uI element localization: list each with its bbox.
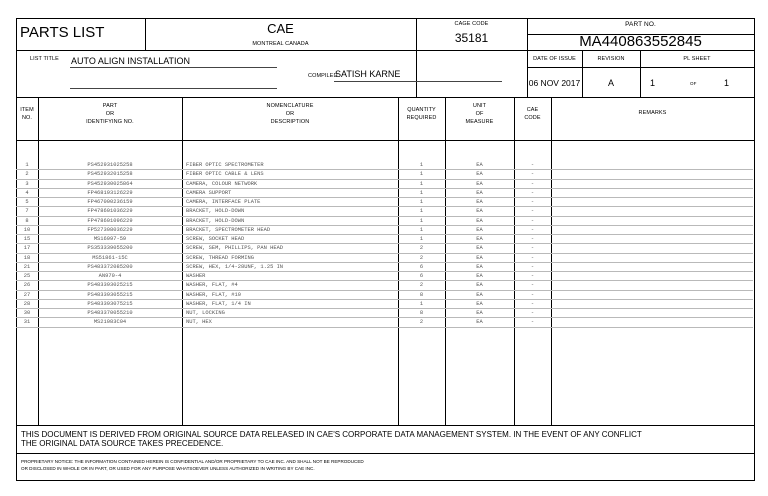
cell-description: SCREW, SOCKET HEAD <box>186 236 245 242</box>
cell-item: 17 <box>23 245 31 252</box>
cell-cae-code: - <box>530 189 535 196</box>
cell-cae-code: - <box>530 180 535 187</box>
cell-quantity: 1 <box>419 208 424 215</box>
cell-quantity: 2 <box>419 254 424 261</box>
cell-description: FIBER OPTIC SPECTROMETER <box>186 162 264 168</box>
cell-item: 8 <box>25 217 29 224</box>
cell-quantity: 8 <box>419 310 424 316</box>
cell-item: 3 <box>25 180 29 187</box>
cell-quantity: 1 <box>419 171 424 178</box>
company-city: MONTREAL CANADA <box>252 41 309 47</box>
compiled-by-value: SATISH KARNE <box>335 69 401 79</box>
cell-part-no: FP467000236159 <box>87 199 133 205</box>
derived-notice: THIS DOCUMENT IS DERIVED FROM ORIGINAL SOURCE DATA RELEASED IN CAE'S CORPORATE DATA MANAGEMENT SYSTEM. IN THE EVENT OF ANY CONFLICT THE ORIGINAL DATA SOURCE TAKES PRECEDENCE. <box>21 430 642 448</box>
date-of-issue-label: DATE OF ISSUE <box>533 56 576 62</box>
cell-description: BRACKET, HOLD-DOWN <box>186 208 245 215</box>
cell-part-no: MS51861-15C <box>92 254 128 261</box>
compiled-underline <box>334 81 502 82</box>
table-row <box>16 300 753 309</box>
cell-cae-code: - <box>530 310 535 316</box>
col-header-nomenclature: NOMENCLATURE OR DESCRIPTION <box>266 103 314 125</box>
cell-item: 21 <box>23 263 31 270</box>
cell-part-no: FP468193126229 <box>87 189 133 196</box>
cell-description: SCREW, HEX, 1/4-28UNF, 1.25 IN <box>186 263 284 270</box>
cell-part-no: PS483393055215 <box>87 291 133 298</box>
cell-cae-code: - <box>530 226 535 233</box>
cell-description: WASHER, FLAT, 1/4 IN <box>186 300 251 307</box>
table-row <box>16 198 753 207</box>
table-row <box>16 263 753 272</box>
sheet-total-value: 1 <box>724 78 730 88</box>
cell-quantity: 1 <box>419 199 424 205</box>
cell-item: 25 <box>23 273 31 279</box>
header-bottom-rule <box>16 50 754 51</box>
title-block-bottom-rule <box>16 97 754 98</box>
cell-unit: EA <box>476 199 483 205</box>
cell-unit: EA <box>476 217 483 224</box>
cell-cae-code: - <box>530 282 535 289</box>
cell-description: BRACKET, SPECTROMETER HEAD <box>186 226 271 233</box>
list-title-label: LIST TITLE <box>30 56 59 62</box>
cell-unit: EA <box>476 236 483 242</box>
cell-part-no: FP478601096229 <box>87 217 133 224</box>
cell-cae-code: - <box>530 263 535 270</box>
col-header-remarks: REMARKS <box>638 110 667 116</box>
cell-item: 30 <box>23 310 31 316</box>
table-row <box>16 170 753 179</box>
notice-bottom-rule <box>16 453 754 454</box>
part-no-label: PART NO. <box>625 21 656 28</box>
sheet-value: 1 <box>650 78 656 88</box>
cell-item: 18 <box>23 254 31 261</box>
table-row <box>16 281 753 290</box>
cell-unit: EA <box>476 273 483 279</box>
col-header-part: PART OR IDENTIFYING NO. <box>86 103 134 125</box>
cell-part-no: PS452931025258 <box>87 162 133 168</box>
cell-description: SCREW, SEM, PHILLIPS, PAN HEAD <box>186 245 284 252</box>
proprietary-notice: PROPRIETARY NOTICE: THE INFORMATION CONTAINED HEREIN IS CONFIDENTIAL AND/OR PROPRIETARY TO CAE INC. AND SHALL NOT BE REPRODUCED OR DISCLOSED IN WHOLE OR IN PART, OR USED FOR ANY PURPOSE WHATSOEVER UNLESS AUTHORIZED IN WRITING BY CAE INC. <box>21 459 364 471</box>
cell-unit: EA <box>476 263 483 270</box>
cell-cae-code: - <box>530 217 535 224</box>
cell-description: CAMERA, INTERFACE PLATE <box>186 199 261 205</box>
parts-table-body <box>16 161 753 328</box>
cell-cae-code: - <box>530 300 535 307</box>
table-row <box>16 217 753 226</box>
column-header-bottom-rule <box>16 140 754 141</box>
cell-quantity: 2 <box>419 319 424 326</box>
cell-cae-code: - <box>530 273 535 279</box>
cell-unit: EA <box>476 282 483 289</box>
revision-value: A <box>607 78 614 88</box>
cell-quantity: 1 <box>419 180 424 187</box>
cell-unit: EA <box>476 162 483 168</box>
cell-part-no: PS452930025864 <box>87 180 133 187</box>
list-title-value: AUTO ALIGN INSTALLATION <box>71 56 191 66</box>
cell-description: WASHER, FLAT, #10 <box>186 291 241 298</box>
cell-description: CAMERA, COLOUR NETWORK <box>186 180 258 187</box>
company-name: CAE <box>267 21 294 36</box>
table-row <box>16 309 753 318</box>
table-row <box>16 254 753 263</box>
cell-quantity: 1 <box>419 236 424 242</box>
cell-quantity: 1 <box>419 300 424 307</box>
table-row <box>16 291 753 300</box>
cell-part-no: PS483370055210 <box>87 310 133 316</box>
cell-cae-code: - <box>530 236 535 242</box>
cell-item: 26 <box>23 282 31 289</box>
cell-cae-code: - <box>530 245 535 252</box>
col-header-item: ITEM NO. <box>20 107 34 121</box>
table-bottom-rule <box>16 425 754 426</box>
cell-item: 15 <box>23 236 31 242</box>
table-row <box>16 180 753 189</box>
cell-description: WASHER, FLAT, #4 <box>186 282 238 289</box>
cell-quantity: 6 <box>419 273 424 279</box>
table-row <box>16 207 753 216</box>
cell-item: 5 <box>25 199 29 205</box>
cell-part-no: PS483393025215 <box>87 282 133 289</box>
cell-item: 31 <box>23 319 31 326</box>
cell-unit: EA <box>476 189 483 196</box>
cell-cae-code: - <box>530 199 535 205</box>
cell-quantity: 1 <box>419 217 424 224</box>
cell-part-no: PS483372085200 <box>87 263 133 270</box>
cell-description: SCREW, THREAD FORMING <box>186 254 254 261</box>
cell-part-no: PS452932015258 <box>87 171 133 178</box>
date-of-issue-value: 06 NOV 2017 <box>528 78 581 88</box>
cell-unit: EA <box>476 300 483 307</box>
cell-item: 1 <box>25 162 29 168</box>
cell-item: 7 <box>25 208 29 215</box>
cell-quantity: 1 <box>419 226 424 233</box>
cell-part-no: PS483393075215 <box>87 300 133 307</box>
col-header-unit: UNIT OF MEASURE <box>465 103 494 125</box>
cage-code-value: 35181 <box>454 31 489 45</box>
table-row <box>16 189 753 198</box>
cell-cae-code: - <box>530 208 535 215</box>
cell-description: BRACKET, HOLD-DOWN <box>186 217 245 224</box>
cell-unit: EA <box>476 226 483 233</box>
cell-item: 10 <box>23 226 31 233</box>
table-row <box>16 244 753 253</box>
cell-item: 2 <box>25 171 29 178</box>
cell-description: CAMERA SUPPORT <box>186 189 232 196</box>
list-title-underline <box>70 67 277 68</box>
col-header-cae-code: CAE CODE <box>524 107 541 121</box>
table-row <box>16 318 753 327</box>
cell-unit: EA <box>476 254 483 261</box>
of-label: OF <box>690 81 697 86</box>
cell-quantity: 1 <box>419 162 424 168</box>
cell-item: 4 <box>25 189 29 196</box>
cell-unit: EA <box>476 310 483 316</box>
cell-part-no: FP478601036229 <box>87 208 133 215</box>
cell-item: 27 <box>23 291 31 298</box>
cell-description: NUT, LOCKING <box>186 310 225 316</box>
cell-unit: EA <box>476 171 483 178</box>
cell-part-no: FP527308036229 <box>87 226 133 233</box>
cell-unit: EA <box>476 245 483 252</box>
cell-quantity: 1 <box>419 189 424 196</box>
cell-cae-code: - <box>530 162 535 168</box>
cell-part-no: AN970-4 <box>98 273 122 279</box>
cell-cae-code: - <box>530 171 535 178</box>
cell-part-no: PS353339055200 <box>87 245 133 252</box>
pl-sheet-label: PL SHEET <box>683 56 711 62</box>
table-row <box>16 272 753 281</box>
cell-unit: EA <box>476 319 483 326</box>
table-row <box>16 235 753 244</box>
header-divider-2 <box>416 18 417 97</box>
cell-cae-code: - <box>530 254 535 261</box>
part-no-value: MA440863552845 <box>579 33 702 50</box>
revision-label: REVISION <box>597 56 625 62</box>
cell-quantity: 8 <box>419 291 424 298</box>
cell-quantity: 2 <box>419 282 424 289</box>
cell-unit: EA <box>476 208 483 215</box>
col-header-quantity: QUANTITY REQUIRED <box>406 107 437 121</box>
cell-description: FIBER OPTIC CABLE & LENS <box>186 171 264 178</box>
cell-cae-code: - <box>530 291 535 298</box>
cell-quantity: 6 <box>419 263 424 270</box>
table-row <box>16 226 753 235</box>
cell-description: NUT, HEX <box>186 319 212 326</box>
cell-item: 28 <box>23 300 31 307</box>
cell-part-no: MS16997-59 <box>93 236 127 242</box>
cell-unit: EA <box>476 291 483 298</box>
cell-quantity: 2 <box>419 245 424 252</box>
table-row <box>16 161 753 170</box>
doc-title: PARTS LIST <box>20 24 105 41</box>
cage-code-label: CAGE CODE <box>454 21 489 27</box>
cell-unit: EA <box>476 180 483 187</box>
compiled-label: COMPILED <box>308 73 338 79</box>
cell-part-no: MS21083C04 <box>93 319 127 326</box>
cell-description: WASHER <box>186 273 206 279</box>
list-title-underline-2 <box>70 88 277 89</box>
cell-cae-code: - <box>530 319 535 326</box>
